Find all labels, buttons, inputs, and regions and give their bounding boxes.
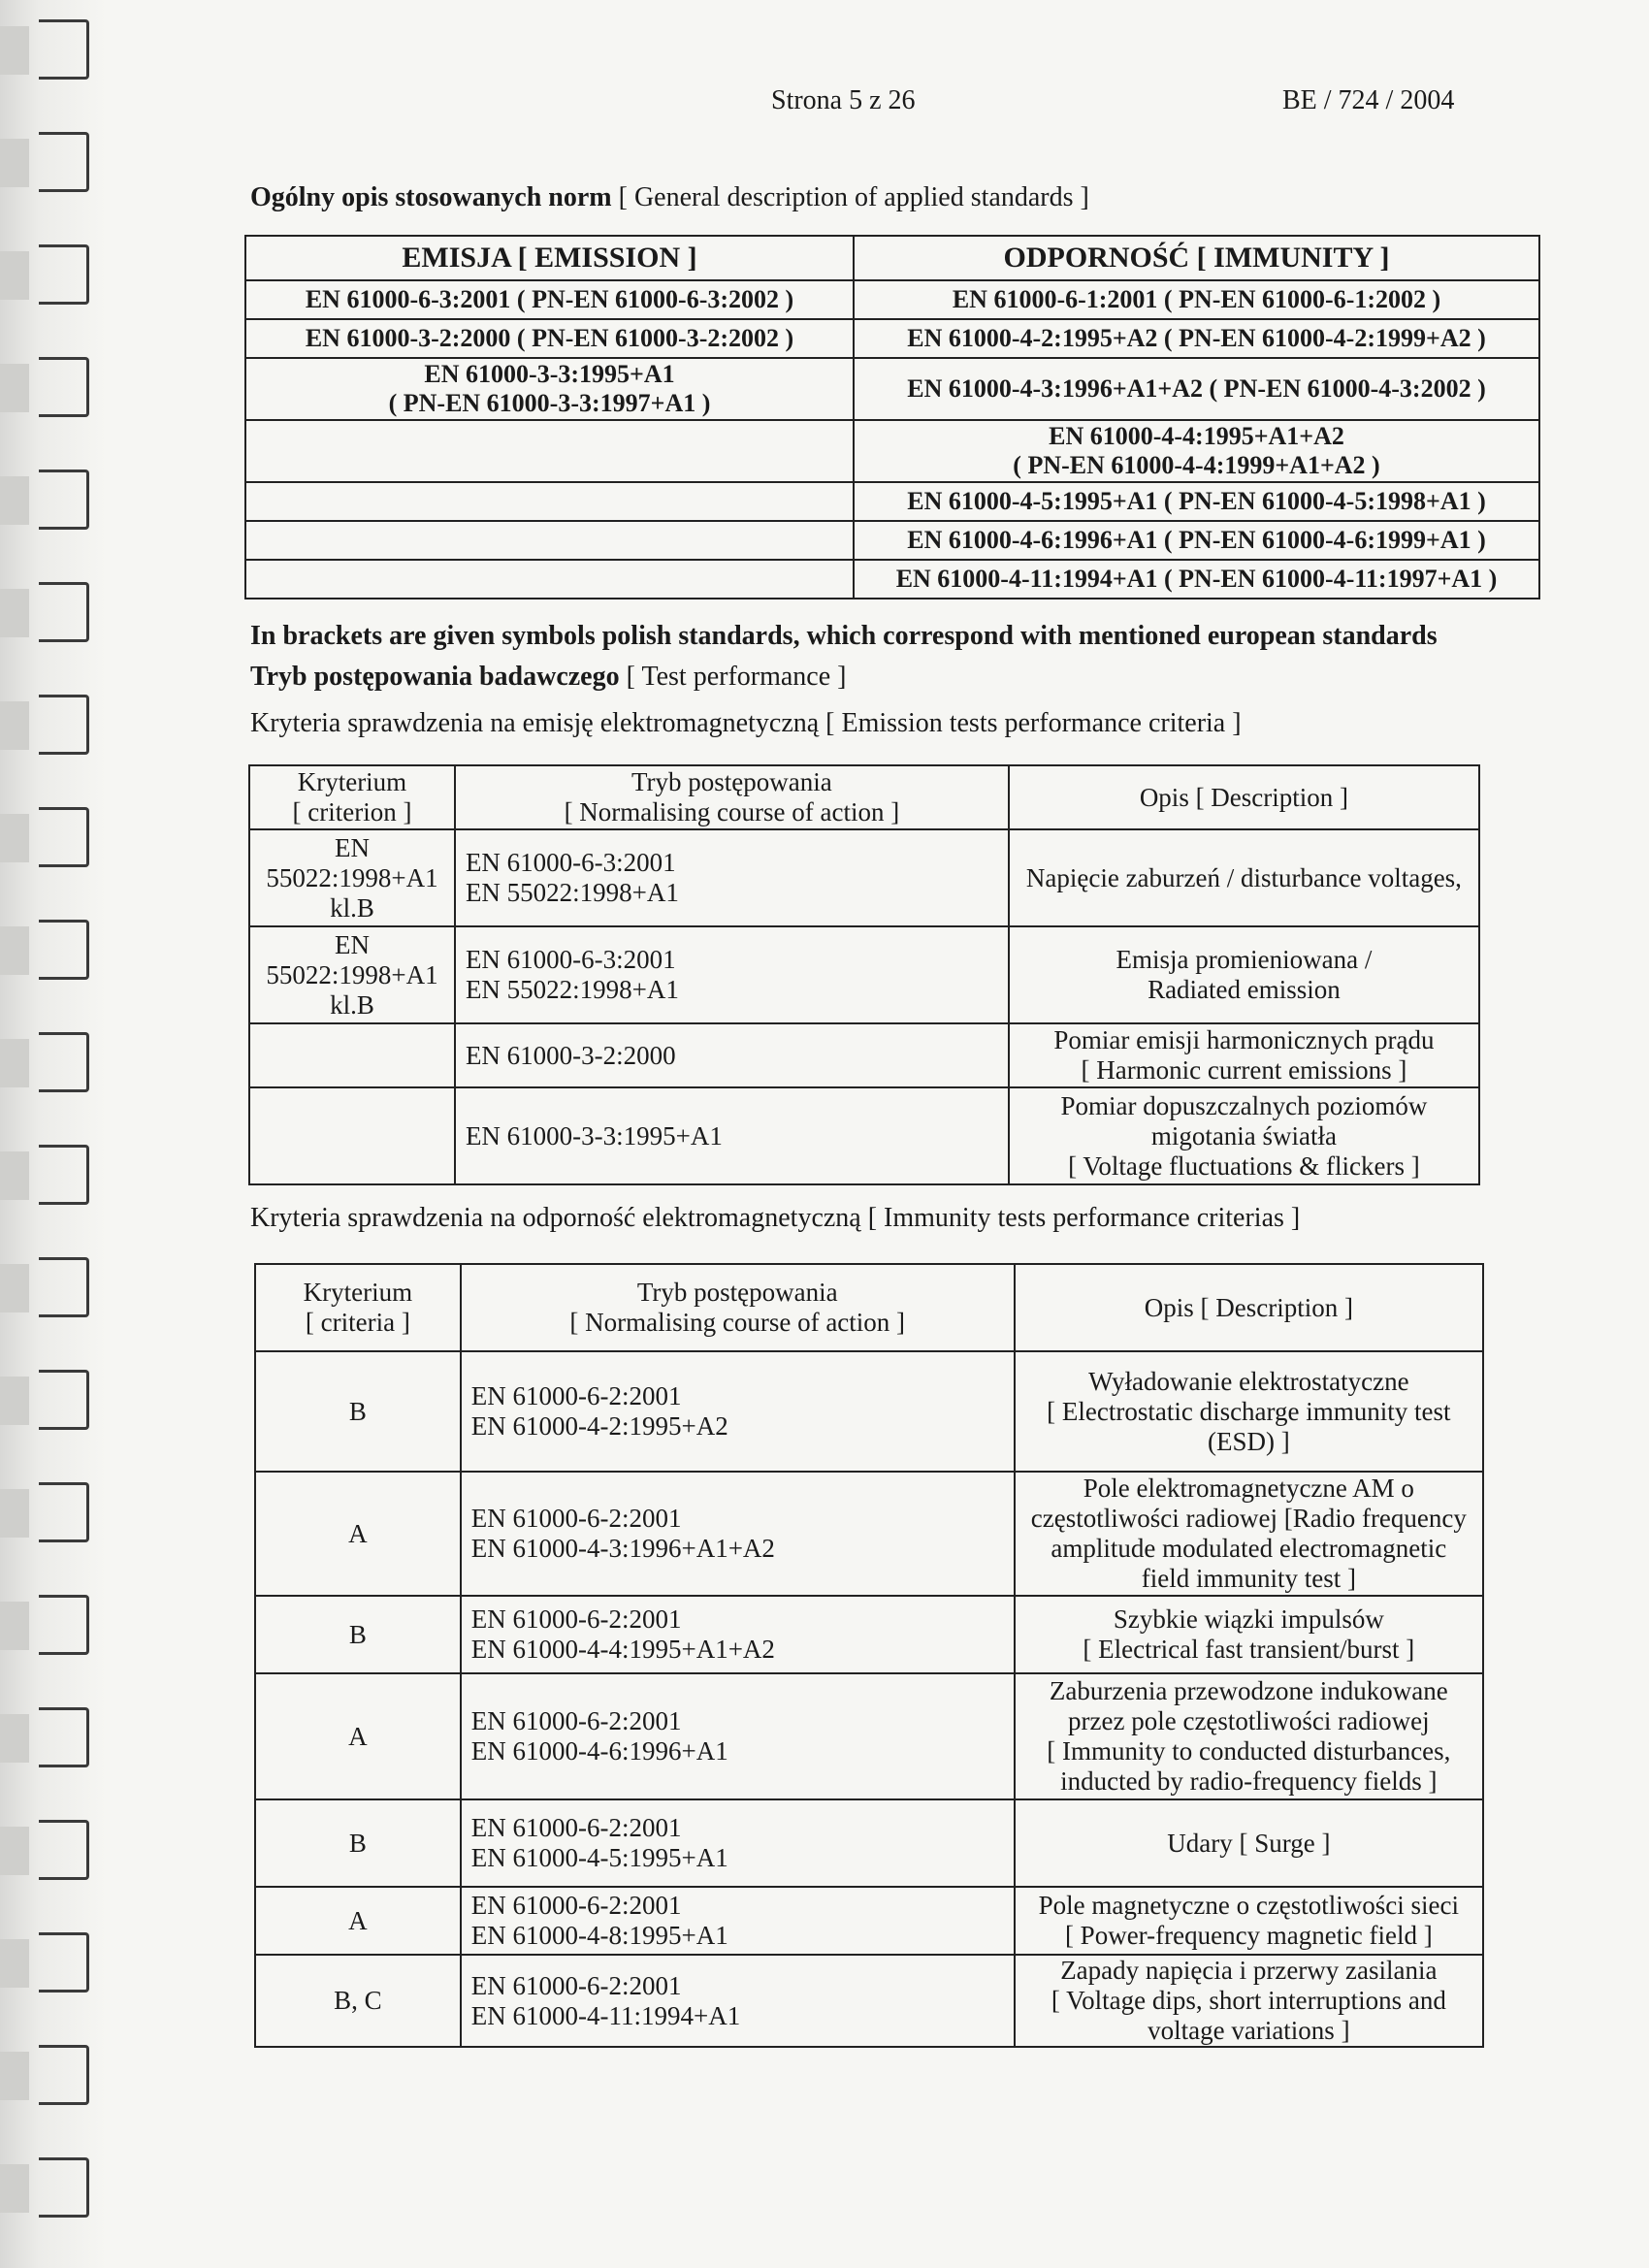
immunity-standard-cell: EN 61000-6-1:2001 ( PN-EN 61000-6-1:2002 ): [854, 280, 1539, 319]
test-performance-bold: Tryb postępowania badawczego: [250, 662, 620, 692]
description-cell: Udary [ Surge ]: [1015, 1799, 1483, 1887]
emission-column-header: EMISJA [ EMISSION ]: [245, 236, 854, 280]
description-cell: Zaburzenia przewodzone indukowane przez pole częstotliwości radiowej [ Immunity to conducted disturbances, inducted by radio-frequency fields ]: [1015, 1673, 1483, 1799]
description-header: Opis [ Description ]: [1009, 765, 1479, 829]
course-cell: EN 61000-6-3:2001 EN 55022:1998+A1: [455, 829, 1009, 926]
immunity-standard-cell: EN 61000-4-3:1996+A1+A2 ( PN-EN 61000-4-3:2002 ): [854, 358, 1539, 420]
table-row: [255, 1799, 1483, 1887]
binding-edge: [0, 0, 107, 2268]
table-row: [249, 829, 1479, 926]
standards-heading: [250, 182, 1089, 213]
binding-ring: [39, 807, 89, 867]
standards-row: [245, 319, 1539, 358]
binding-ring: [39, 1820, 89, 1880]
standards-row: [245, 560, 1539, 599]
standards-table: [244, 235, 1540, 599]
table-row: [249, 1087, 1479, 1184]
criterion-header: Kryterium [ criteria ]: [255, 1264, 461, 1351]
criterion-cell: A: [255, 1673, 461, 1799]
binding-ring: [39, 1595, 89, 1655]
binding-ring: [39, 357, 89, 417]
course-cell: EN 61000-6-2:2001 EN 61000-4-6:1996+A1: [461, 1673, 1015, 1799]
criterion-header: Kryterium [ criterion ]: [249, 765, 455, 829]
emission-standard-cell: [245, 560, 854, 599]
course-cell: EN 61000-3-3:1995+A1: [455, 1087, 1009, 1184]
table-row: [255, 1351, 1483, 1472]
description-cell: Emisja promieniowana / Radiated emission: [1009, 926, 1479, 1023]
criterion-cell: [249, 1087, 455, 1184]
standards-row: [245, 521, 1539, 560]
emission-standard-cell: [245, 521, 854, 560]
criterion-cell: B: [255, 1596, 461, 1673]
binding-ring: [39, 244, 89, 305]
binding-ring: [39, 1370, 89, 1430]
criterion-cell: EN 55022:1998+A1 kl.B: [249, 926, 455, 1023]
course-cell: EN 61000-6-2:2001 EN 61000-4-8:1995+A1: [461, 1887, 1015, 1955]
table-row: [249, 1023, 1479, 1087]
standards-heading-bold: Ogólny opis stosowanych norm: [250, 182, 612, 212]
table-header-row: [255, 1264, 1483, 1351]
table-row: [255, 1887, 1483, 1955]
table-row: [255, 1673, 1483, 1799]
course-cell: EN 61000-6-2:2001 EN 61000-4-5:1995+A1: [461, 1799, 1015, 1887]
immunity-criteria-table: [254, 1263, 1484, 2048]
description-cell: Szybkie wiązki impulsów [ Electrical fast transient/burst ]: [1015, 1596, 1483, 1673]
table-row: [255, 1596, 1483, 1673]
standards-heading-rest: [ General description of applied standards ]: [618, 182, 1089, 212]
immunity-standard-cell: EN 61000-4-5:1995+A1 ( PN-EN 61000-4-5:1998+A1 ): [854, 482, 1539, 521]
table-row: [249, 926, 1479, 1023]
emission-standard-cell: EN 61000-6-3:2001 ( PN-EN 61000-6-3:2002 ): [245, 280, 854, 319]
standards-row: [245, 280, 1539, 319]
binding-ring: [39, 695, 89, 755]
binding-ring: [39, 2157, 89, 2218]
description-cell: Pomiar dopuszczalnych poziomów migotania światła [ Voltage fluctuations & flickers ]: [1009, 1087, 1479, 1184]
standards-row: [245, 358, 1539, 420]
immunity-standard-cell: EN 61000-4-6:1996+A1 ( PN-EN 61000-4-6:1999+A1 ): [854, 521, 1539, 560]
criterion-cell: EN 55022:1998+A1 kl.B: [249, 829, 455, 926]
emission-standard-cell: EN 61000-3-3:1995+A1 ( PN-EN 61000-3-3:1997+A1 ): [245, 358, 854, 420]
binding-ring: [39, 2045, 89, 2105]
binding-ring: [39, 920, 89, 980]
binding-ring: [39, 132, 89, 192]
standards-row: [245, 482, 1539, 521]
emission-standard-cell: EN 61000-3-2:2000 ( PN-EN 61000-3-2:2002 ): [245, 319, 854, 358]
course-cell: EN 61000-6-2:2001 EN 61000-4-2:1995+A2: [461, 1351, 1015, 1472]
description-cell: Napięcie zaburzeń / disturbance voltages,: [1009, 829, 1479, 926]
binding-ring: [39, 1145, 89, 1205]
immunity-criteria-heading: Kryteria sprawdzenia na odporność elektromagnetyczną [ Immunity tests performance criterias ]: [250, 1203, 1301, 1233]
binding-ring: [39, 1482, 89, 1542]
course-cell: EN 61000-3-2:2000: [455, 1023, 1009, 1087]
test-performance-heading: [250, 662, 846, 693]
description-cell: Pole magnetyczne o częstotliwości sieci [ Power-frequency magnetic field ]: [1015, 1887, 1483, 1955]
course-cell: EN 61000-6-2:2001 EN 61000-4-4:1995+A1+A2: [461, 1596, 1015, 1673]
table-row: [255, 1472, 1483, 1596]
binding-ring: [39, 1257, 89, 1317]
document-id: BE / 724 / 2004: [1282, 85, 1455, 115]
course-cell: EN 61000-6-2:2001 EN 61000-4-11:1994+A1: [461, 1955, 1015, 2047]
emission-standard-cell: [245, 420, 854, 482]
course-cell: EN 61000-6-2:2001 EN 61000-4-3:1996+A1+A2: [461, 1472, 1015, 1596]
immunity-standard-cell: EN 61000-4-2:1995+A2 ( PN-EN 61000-4-2:1999+A2 ): [854, 319, 1539, 358]
standards-note: In brackets are given symbols polish standards, which correspond with mentioned european standards: [250, 621, 1438, 651]
immunity-standard-cell: EN 61000-4-11:1994+A1 ( PN-EN 61000-4-11:1997+A1 ): [854, 560, 1539, 599]
emission-criteria-table: [248, 764, 1480, 1185]
criterion-cell: B, C: [255, 1955, 461, 2047]
description-cell: Pomiar emisji harmonicznych prądu [ Harmonic current emissions ]: [1009, 1023, 1479, 1087]
criterion-cell: A: [255, 1887, 461, 1955]
description-header: Opis [ Description ]: [1015, 1264, 1483, 1351]
binding-ring: [39, 1932, 89, 1993]
test-performance-rest: [ Test performance ]: [626, 662, 847, 692]
binding-ring: [39, 1707, 89, 1767]
table-row: [255, 1955, 1483, 2047]
immunity-standard-cell: EN 61000-4-4:1995+A1+A2 ( PN-EN 61000-4-4:1999+A1+A2 ): [854, 420, 1539, 482]
emission-standard-cell: [245, 482, 854, 521]
description-cell: Zapady napięcia i przerwy zasilania [ Voltage dips, short interruptions and voltage variations ]: [1015, 1955, 1483, 2047]
course-header: Tryb postępowania [ Normalising course of action ]: [455, 765, 1009, 829]
binding-ring: [39, 470, 89, 530]
binding-ring: [39, 582, 89, 642]
description-cell: Wyładowanie elektrostatyczne [ Electrostatic discharge immunity test (ESD) ]: [1015, 1351, 1483, 1472]
criterion-cell: B: [255, 1799, 461, 1887]
page-number: Strona 5 z 26: [771, 85, 916, 115]
standards-row: [245, 420, 1539, 482]
immunity-column-header: ODPORNOŚĆ [ IMMUNITY ]: [854, 236, 1539, 280]
criterion-cell: A: [255, 1472, 461, 1596]
binding-ring: [39, 19, 89, 80]
table-header-row: [249, 765, 1479, 829]
criterion-cell: [249, 1023, 455, 1087]
emission-criteria-heading: Kryteria sprawdzenia na emisję elektromagnetyczną [ Emission tests performance criteria ]: [250, 708, 1242, 738]
criterion-cell: B: [255, 1351, 461, 1472]
course-header: Tryb postępowania [ Normalising course of action ]: [461, 1264, 1015, 1351]
description-cell: Pole elektromagnetyczne AM o częstotliwości radiowej [Radio frequency amplitude modulated electromagnetic field immunity test ]: [1015, 1472, 1483, 1596]
course-cell: EN 61000-6-3:2001 EN 55022:1998+A1: [455, 926, 1009, 1023]
binding-ring: [39, 1032, 89, 1092]
